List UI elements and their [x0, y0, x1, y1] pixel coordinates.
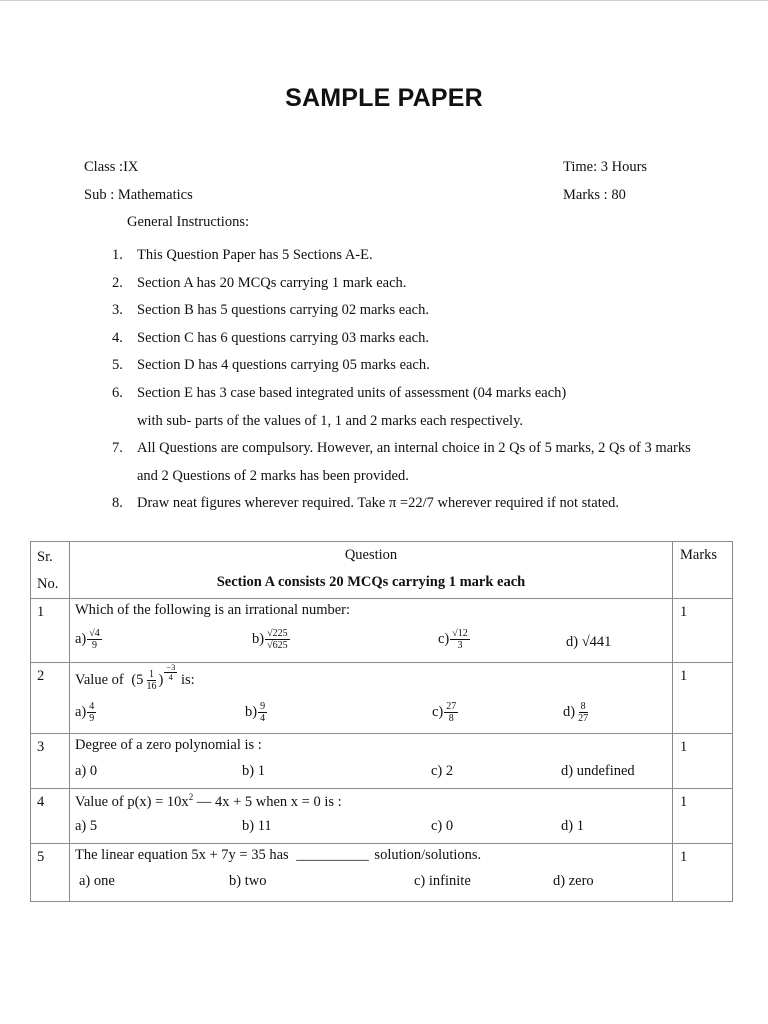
question-number: 3	[31, 734, 70, 789]
question-number: 4	[31, 789, 70, 844]
question-text: Value of $p(x) = 10x^2$ — 4x + 5 when x = 0 is :	[75, 792, 342, 810]
page-title: SAMPLE PAPER	[285, 84, 483, 112]
options-row	[70, 814, 672, 843]
instruction-item: 7. All Questions are compulsory. However, an internal choice in 2 Qs of 5 marks, 2 Qs of 3 marks and 2 Questions of 2 marks has been provided.	[112, 435, 762, 490]
option-b: b) $\frac{√225}{√625}$	[252, 628, 288, 651]
option-a: a) $\frac{4}{9}$	[75, 701, 95, 724]
table-row	[31, 734, 733, 789]
question-text: The linear equation 5x + 7y = 35 has __________ solution/solutions.	[75, 847, 482, 863]
question-cell	[70, 599, 673, 663]
instruction-continuation: and 2 Questions of 2 marks has been provided.	[137, 467, 409, 484]
top-border	[0, 0, 768, 1]
question-marks: 1	[673, 599, 733, 663]
instruction-item: 3. Section B has 5 questions carrying 02 marks each.	[112, 302, 429, 319]
sr-no-header: Sr. No.	[31, 542, 70, 599]
table-row	[31, 663, 733, 734]
question-marks: 1	[673, 663, 733, 734]
option-c: c) 0	[431, 818, 454, 834]
question-marks: 1	[673, 844, 733, 902]
instructions-list	[112, 242, 762, 518]
option-d: d) $\frac{8}{27}$	[563, 701, 589, 724]
option-b: b) $\frac{9}{4}$	[245, 701, 266, 724]
instruction-continuation: with sub- parts of the values of 1, 1 and 2 marks each respectively.	[137, 412, 524, 429]
option-d: d) 1	[561, 818, 584, 834]
option-d: d) zero	[553, 873, 594, 889]
option-a: a) $\frac{√4}{9}$	[75, 628, 100, 651]
answer-blank: __________	[296, 847, 369, 863]
option-b: b) two	[229, 873, 267, 889]
time-label: Time: 3 Hours	[563, 159, 648, 175]
instructions-title: General Instructions:	[127, 214, 250, 230]
instruction-item: 4. Section C has 6 questions carrying 03 marks each.	[112, 329, 429, 346]
question-cell	[70, 663, 673, 734]
options-row	[70, 869, 672, 901]
question-text: Degree of a zero polynomial is :	[75, 737, 262, 753]
instruction-item: 8. Draw neat figures wherever required. Take π =22/7 wherever required if not stated.	[112, 495, 620, 512]
option-a: a) one	[79, 873, 115, 889]
option-a: a) 0	[75, 763, 98, 779]
class-label: Class :IX	[84, 159, 139, 175]
option-c: c) 2	[431, 763, 454, 779]
option-c: c) $\frac{27}{8}$	[432, 701, 457, 724]
question-number: 2	[31, 663, 70, 734]
marks-header: Marks	[673, 542, 733, 599]
table-header-row	[31, 542, 733, 599]
question-cell	[70, 734, 673, 789]
instruction-item: 1. This Question Paper has 5 Sections A-E.	[112, 247, 373, 263]
options-row	[70, 624, 672, 662]
section-heading: Section A consists 20 MCQs carrying 1 mark each	[216, 574, 526, 590]
table-row	[31, 789, 733, 844]
question-header: Question Section A consists 20 MCQs carrying 1 mark each	[70, 542, 673, 599]
instruction-item: 2. Section A has 20 MCQs carrying 1 mark each.	[112, 274, 407, 291]
options-row	[70, 759, 672, 788]
instruction-item: 5. Section D has 4 questions carrying 05 marks each.	[112, 357, 430, 374]
option-c: c) infinite	[414, 873, 471, 889]
question-marks: 1	[673, 789, 733, 844]
question-text: Which of the following is an irrational number:	[75, 602, 351, 618]
question-cell	[70, 844, 673, 902]
table-row	[31, 599, 733, 663]
option-d: d) √441	[566, 634, 612, 650]
question-number: 5	[31, 844, 70, 902]
table-row	[31, 844, 733, 902]
marks-label: Marks : 80	[563, 187, 626, 203]
options-row	[70, 697, 672, 733]
question-table	[30, 541, 733, 902]
subject-label: Sub : Mathematics	[84, 187, 193, 203]
option-b: b) 11	[242, 818, 272, 834]
question-text: Value of (5 $\frac{1}{16}$ ) $\frac{-3}{4}$ is:	[75, 662, 195, 692]
option-a: a) 5	[75, 818, 98, 834]
option-b: b) 1	[242, 763, 265, 779]
option-c: c) $\frac{√12}{3}$	[438, 628, 468, 651]
question-marks: 1	[673, 734, 733, 789]
instruction-item: 6. Section E has 3 case based integrated units of assessment (04 marks each) with sub- parts of the values of 1, 1 and 2 marks each respectively.	[112, 380, 762, 435]
question-number: 1	[31, 599, 70, 663]
option-d: d) undefined	[561, 763, 635, 779]
question-cell	[70, 789, 673, 844]
